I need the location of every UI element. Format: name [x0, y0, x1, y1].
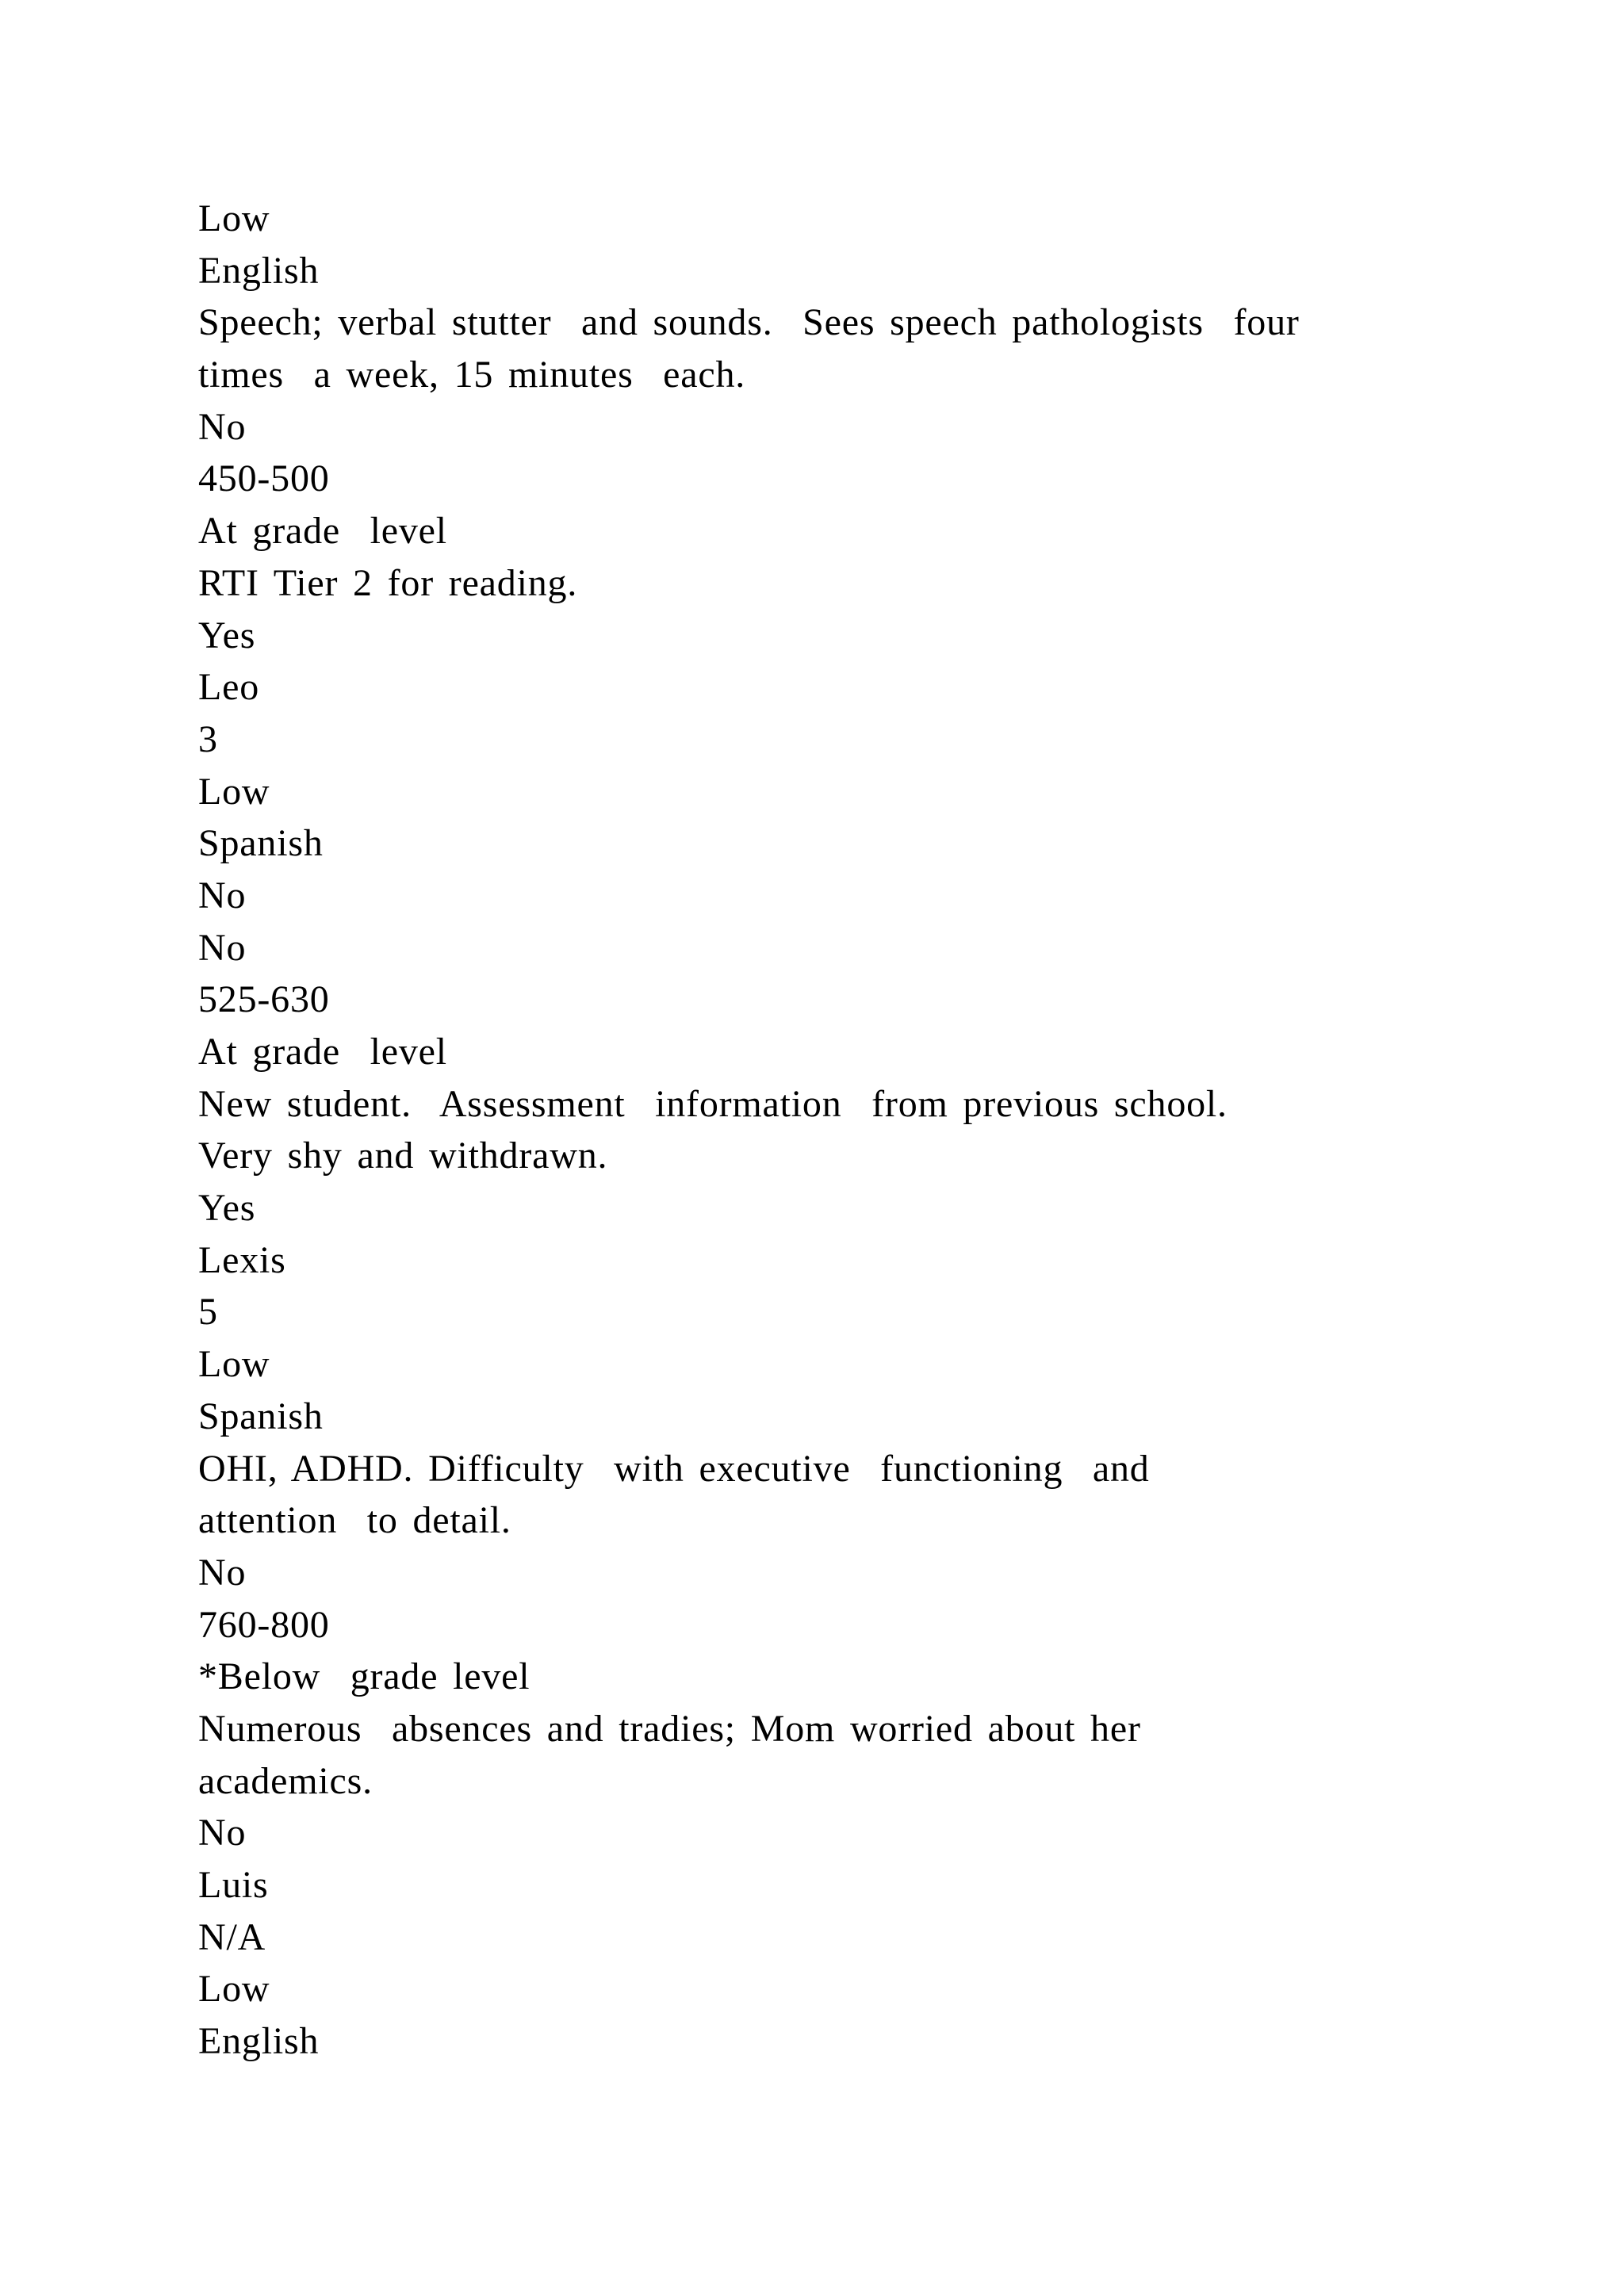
text-line: English: [198, 249, 320, 292]
text-line: Very shy and withdrawn.: [198, 1135, 608, 1177]
text-line: No: [198, 405, 247, 448]
text-line: Low: [198, 1968, 270, 2011]
text-line: Yes: [198, 1187, 256, 1230]
text-line: 525-630: [198, 978, 330, 1021]
text-line: 3: [198, 718, 218, 760]
text-line: Yes: [198, 614, 256, 656]
text-line: 5: [198, 1291, 218, 1334]
text-line: At grade level: [198, 510, 447, 553]
text-line: Spanish: [198, 1395, 324, 1437]
text-line: Luis: [198, 1864, 269, 1906]
text-line: No: [198, 926, 247, 969]
text-line: Speech; verbal stutter and sounds. Sees speech pathologists four: [198, 301, 1300, 344]
text-line: academics.: [198, 1759, 373, 1802]
document-text: [198, 193, 1435, 2068]
text-line: RTI Tier 2 for reading.: [198, 561, 578, 604]
text-line: Low: [198, 1343, 270, 1386]
text-line: New student. Assessment information from previous school.: [198, 1082, 1228, 1125]
text-line: 760-800: [198, 1603, 330, 1646]
text-line: OHI, ADHD. Difficulty with executive functioning and: [198, 1447, 1150, 1490]
text-line: No: [198, 874, 247, 916]
text-line: Lexis: [198, 1238, 286, 1281]
text-line: No: [198, 1812, 247, 1854]
text-line: Spanish: [198, 822, 324, 865]
text-line: N/A: [198, 1915, 266, 1958]
text-line: Numerous absences and tradies; Mom worried about her: [198, 1707, 1141, 1750]
text-line: 450-500: [198, 457, 330, 500]
text-line: *Below grade level: [198, 1655, 530, 1698]
text-line: Leo: [198, 666, 260, 709]
text-line: English: [198, 2020, 320, 2063]
text-line: attention to detail.: [198, 1499, 511, 1542]
text-line: Low: [198, 197, 270, 239]
text-line: Low: [198, 770, 270, 813]
text-line: At grade level: [198, 1031, 447, 1073]
text-line: No: [198, 1551, 247, 1594]
text-line: times a week, 15 minutes each.: [198, 354, 746, 396]
